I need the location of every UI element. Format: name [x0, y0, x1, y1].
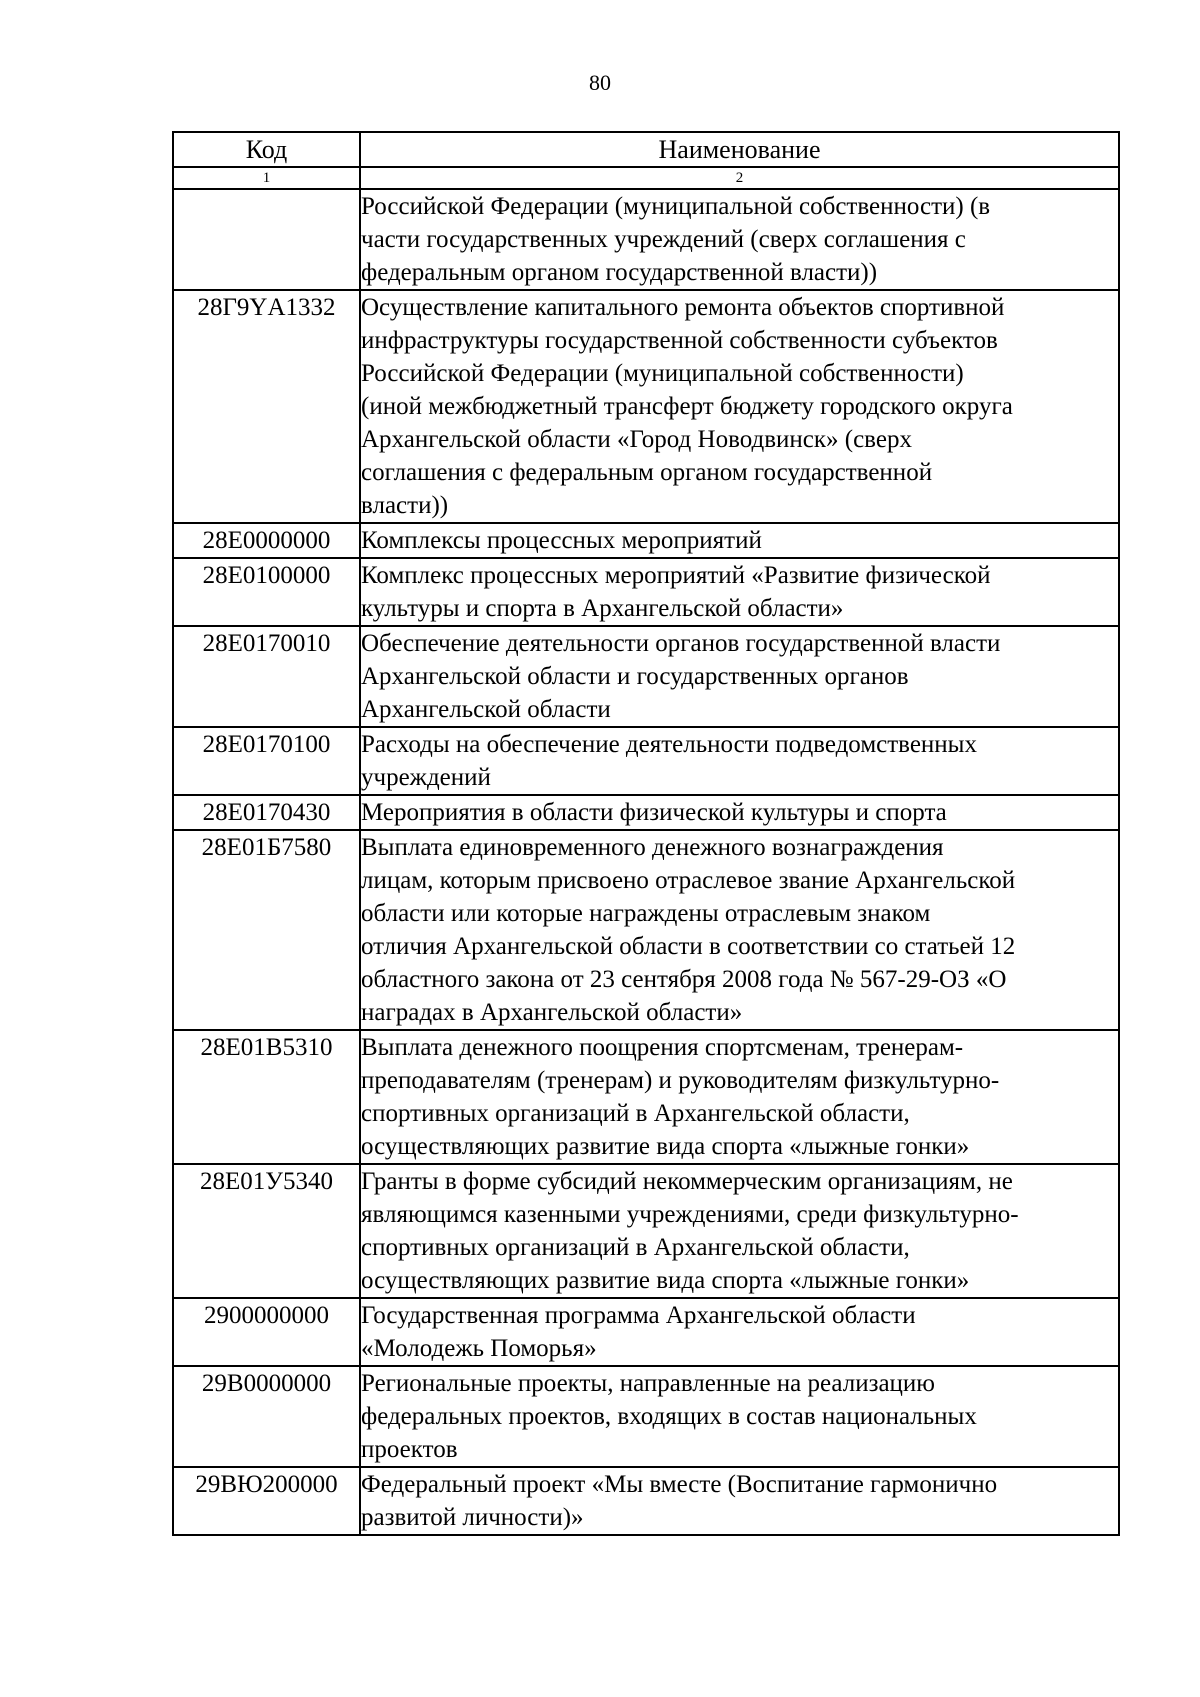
row-name-line: инфраструктуры государственной собственности субъектов	[361, 327, 998, 354]
row-name-line: отличия Архангельской области в соответствии со статьей 12	[361, 933, 1016, 960]
row-name-line: Осуществление капитального ремонта объектов спортивной	[361, 294, 1005, 321]
row-name	[360, 558, 1119, 626]
row-name-line: лицам, которым присвоено отраслевое звание Архангельской	[361, 867, 1016, 894]
row-name	[360, 290, 1119, 523]
table-row	[173, 830, 1119, 1030]
row-name	[360, 626, 1119, 727]
row-name	[360, 1030, 1119, 1164]
budget-classification-table	[172, 131, 1120, 1536]
table-row	[173, 558, 1119, 626]
row-name-line: Выплата единовременного денежного вознаграждения	[361, 834, 944, 861]
row-name-line: преподавателям (тренерам) и руководителям физкультурно-	[361, 1067, 1000, 1094]
row-name	[360, 1164, 1119, 1298]
row-name-line: осуществляющих развитие вида спорта «лыжные гонки»	[361, 1267, 970, 1294]
row-name	[360, 1366, 1119, 1467]
row-name	[360, 727, 1119, 795]
row-name-line: Государственная программа Архангельской области	[361, 1302, 916, 1329]
row-name-line: Мероприятия в области физической культуры и спорта	[361, 799, 947, 826]
row-name	[360, 795, 1119, 830]
row-name-line: Расходы на обеспечение деятельности подведомственных	[361, 731, 977, 758]
row-name-line: Архангельской области	[361, 696, 611, 723]
table-row	[173, 1164, 1119, 1298]
row-name	[360, 1467, 1119, 1535]
row-name-line: области или которые награждены отраслевым знаком	[361, 900, 931, 927]
table-header	[173, 132, 1119, 189]
row-name-line: осуществляющих развитие вида спорта «лыжные гонки»	[361, 1133, 970, 1160]
header-code: Код	[173, 132, 360, 167]
header-name: Наименование	[360, 132, 1119, 167]
row-name-line: Архангельской области «Город Новодвинск» (сверх	[361, 426, 912, 453]
row-name-line: Комплекс процессных мероприятий «Развитие физической	[361, 562, 991, 589]
row-name-line: областного закона от 23 сентября 2008 года № 567-29-ОЗ «О	[361, 966, 1007, 993]
table-row	[173, 290, 1119, 523]
table-row	[173, 1467, 1119, 1535]
table-row	[173, 795, 1119, 830]
row-code: 28Е0170010	[173, 626, 360, 727]
row-code: 28Е0100000	[173, 558, 360, 626]
row-name-line: Федеральный проект «Мы вместе (Воспитание гармонично	[361, 1471, 998, 1498]
row-name-line: проектов	[361, 1436, 458, 1463]
table-row	[173, 523, 1119, 558]
row-name-line: Обеспечение деятельности органов государственной власти	[361, 630, 1001, 657]
table-row	[173, 1298, 1119, 1366]
column-number-row	[173, 167, 1119, 189]
table-row	[173, 189, 1119, 290]
row-name-line: (иной межбюджетный трансферт бюджету городского округа	[361, 393, 1013, 420]
table-row	[173, 1030, 1119, 1164]
row-name-line: спортивных организаций в Архангельской области,	[361, 1100, 910, 1127]
row-code: 28Е0170100	[173, 727, 360, 795]
row-name	[360, 523, 1119, 558]
row-name-line: федеральным органом государственной власти))	[361, 259, 878, 286]
row-name-line: Выплата денежного поощрения спортсменам, тренерам-	[361, 1034, 964, 1061]
row-name-line: Гранты в форме субсидий некоммерческим организациям, не	[361, 1168, 1013, 1195]
column-number-code: 1	[173, 167, 360, 189]
row-name-line: части государственных учреждений (сверх соглашения с	[361, 226, 966, 253]
table-row	[173, 1366, 1119, 1467]
row-name	[360, 1298, 1119, 1366]
row-name-line: Российской Федерации (муниципальной собственности) (в	[361, 193, 991, 220]
row-code: 28Е01Б7580	[173, 830, 360, 1030]
row-code: 29В0000000	[173, 1366, 360, 1467]
row-name-line: власти))	[361, 492, 449, 519]
row-name-line: учреждений	[361, 764, 491, 791]
row-name-line: Российской Федерации (муниципальной собственности)	[361, 360, 964, 387]
row-name-line: развитой личности)»	[361, 1504, 584, 1531]
row-code	[173, 189, 360, 290]
row-name-line: наградах в Архангельской области»	[361, 999, 743, 1026]
row-code: 2900000000	[173, 1298, 360, 1366]
table-row	[173, 626, 1119, 727]
row-code: 29ВЮ200000	[173, 1467, 360, 1535]
row-code: 28Е01У5340	[173, 1164, 360, 1298]
row-name-line: спортивных организаций в Архангельской области,	[361, 1234, 910, 1261]
row-name	[360, 830, 1119, 1030]
row-code: 28Е0170430	[173, 795, 360, 830]
row-name-line: Комплексы процессных мероприятий	[361, 527, 762, 554]
row-name-line: соглашения с федеральным органом государственной	[361, 459, 933, 486]
header-row	[173, 132, 1119, 167]
column-number-name: 2	[360, 167, 1119, 189]
row-name	[360, 189, 1119, 290]
row-name-line: Архангельской области и государственных органов	[361, 663, 909, 690]
row-name-line: федеральных проектов, входящих в состав национальных	[361, 1403, 977, 1430]
row-code: 28Г9YА1332	[173, 290, 360, 523]
row-name-line: «Молодежь Поморья»	[361, 1335, 597, 1362]
row-name-line: культуры и спорта в Архангельской области»	[361, 595, 844, 622]
row-code: 28Е0000000	[173, 523, 360, 558]
row-name-line: являющимся казенными учреждениями, среди физкультурно-	[361, 1201, 1019, 1228]
row-name-line: Региональные проекты, направленные на реализацию	[361, 1370, 935, 1397]
table-body	[173, 189, 1119, 1535]
page-number: 80	[589, 70, 611, 95]
table-row	[173, 727, 1119, 795]
row-code: 28Е01В5310	[173, 1030, 360, 1164]
